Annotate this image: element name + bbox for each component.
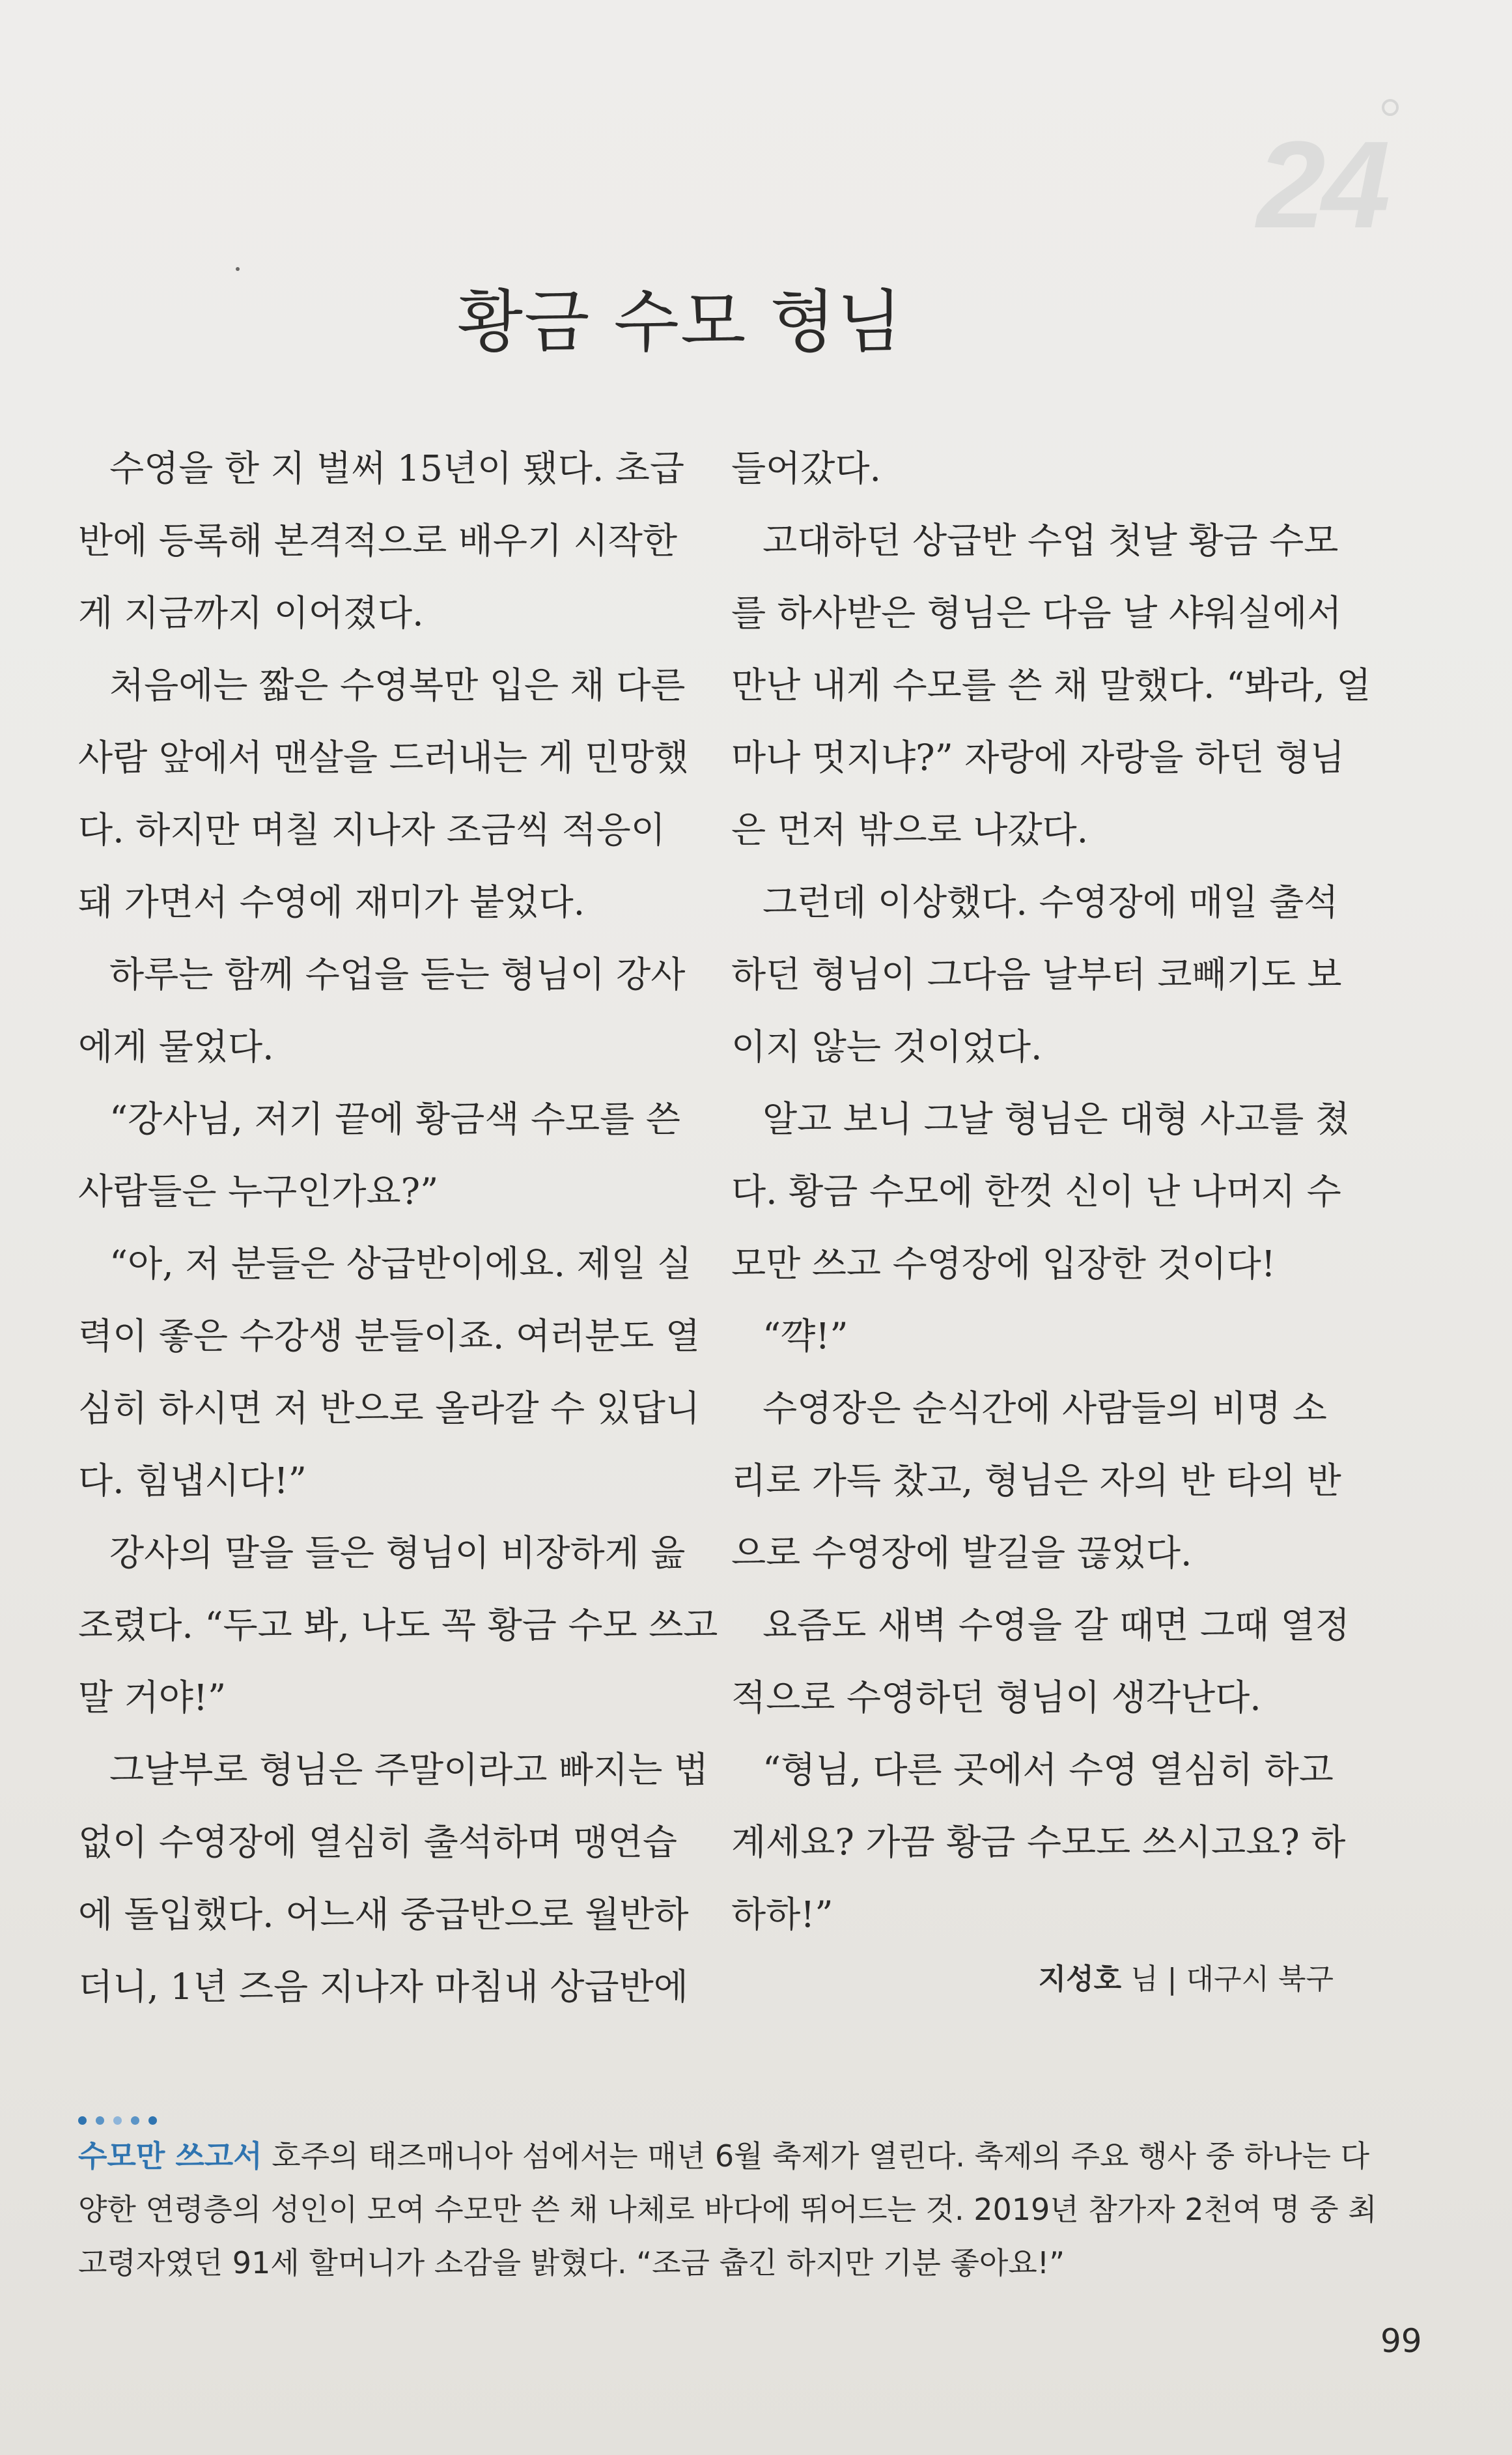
text-line: “꺅!” [763, 1315, 848, 1357]
dot-icon [96, 2116, 104, 2125]
text-line: 조렸다. “두고 봐, 나도 꼭 황금 수모 쓰고 [78, 1604, 718, 1646]
text-column-right [731, 433, 1371, 2006]
footnote-line-3: 고령자였던 91세 할머니가 소감을 밝혔다. “조금 춥긴 하지만 기분 좋아요!” [78, 2245, 1065, 2280]
dot-icon [78, 2116, 87, 2125]
page-title: 황금 수모 형님 [457, 281, 904, 362]
footnote-text-1: 호주의 태즈매니아 섬에서는 매년 6월 축제가 열린다. 축제의 주요 행사 중 하나는 다 [272, 2138, 1370, 2174]
text-line: 말 거야!” [78, 1677, 227, 1718]
text-line: 하루는 함께 수업을 듣는 형님이 강사 [109, 954, 686, 995]
text-line: 알고 보니 그날 형님은 대형 사고를 쳤 [763, 1098, 1350, 1140]
text-line: 사람 앞에서 맨살을 드러내는 게 민망했 [78, 737, 689, 778]
page-number: 99 [1380, 2322, 1422, 2360]
text-line: 은 먼저 밖으로 나갔다. [731, 809, 1089, 851]
text-line: 없이 수영장에 열심히 출석하며 맹연습 [78, 1821, 678, 1863]
text-line: 만난 내게 수모를 쓴 채 말했다. “봐라, 얼 [731, 664, 1371, 706]
text-line: 다. 하지만 며칠 지나자 조금씩 적응이 [78, 809, 665, 851]
text-line: 강사의 말을 들은 형님이 비장하게 읊 [109, 1532, 686, 1574]
footnote-line-1 [78, 2129, 1370, 2183]
text-line: 사람들은 누구인가요?” [78, 1171, 439, 1212]
text-line: 를 하사받은 형님은 다음 날 샤워실에서 [731, 592, 1342, 634]
author-location: 대구시 북구 [1186, 1963, 1334, 1996]
text-line: 적으로 수영하던 형님이 생각난다. [731, 1677, 1261, 1718]
text-line: 모만 쓰고 수영장에 입장한 것이다! [731, 1243, 1276, 1284]
text-line: 이지 않는 것이었다. [731, 1026, 1043, 1068]
footnote-box [78, 2114, 1377, 2290]
text-line: 반에 등록해 본격적으로 배우기 시작한 [78, 520, 678, 561]
author-signature [731, 1953, 1334, 2006]
text-line: 들어갔다. [731, 447, 882, 489]
text-line: 요즘도 새벽 수영을 갈 때면 그때 열정 [763, 1604, 1350, 1646]
text-line: 고대하던 상급반 수업 첫날 황금 수모 [763, 520, 1339, 561]
right-column-lines [731, 433, 1371, 1951]
text-line: 에 돌입했다. 어느새 중급반으로 월반하 [78, 1894, 689, 1935]
footnote-line-2: 양한 연령층의 성인이 모여 수모만 쓴 채 나체로 바다에 뛰어드는 것. 2019년 참가자 2천여 명 중 최 [78, 2192, 1377, 2227]
text-line: 그날부로 형님은 주말이라고 빠지는 법 [109, 1749, 709, 1791]
text-line: 하하!” [731, 1894, 833, 1935]
author-honorific: 님 [1130, 1963, 1158, 1996]
text-line: 그런데 이상했다. 수영장에 매일 출석 [763, 881, 1339, 923]
text-line: 다. 황금 수모에 한껏 신이 난 나머지 수 [731, 1171, 1341, 1212]
text-line: “아, 저 분들은 상급반이에요. 제일 실 [109, 1243, 692, 1284]
text-line: 에게 물었다. [78, 1026, 274, 1068]
text-line: 하던 형님이 그다음 날부터 코빼기도 보 [731, 954, 1342, 995]
text-line: 력이 좋은 수강생 분들이죠. 여러분도 열 [78, 1315, 700, 1357]
text-line: 심히 하시면 저 반으로 올라갈 수 있답니 [78, 1387, 700, 1429]
text-line: 계세요? 가끔 황금 수모도 쓰시고요? 하 [731, 1821, 1346, 1863]
text-line: 돼 가면서 수영에 재미가 붙었다. [78, 881, 585, 923]
signature-separator: | [1167, 1963, 1177, 1996]
text-line: 마나 멋지냐?” 자랑에 자랑을 하던 형님 [731, 737, 1345, 778]
chapter-number: 24 [1257, 116, 1387, 254]
text-line: 리로 가득 찼고, 형님은 자의 반 타의 반 [731, 1460, 1341, 1501]
dot-icon [113, 2116, 122, 2125]
text-line: 다. 힘냅시다!” [78, 1460, 307, 1501]
text-line: 수영을 한 지 벌써 15년이 됐다. 초급 [109, 447, 685, 489]
dot-icon [131, 2116, 139, 2125]
text-line: “형님, 다른 곳에서 수영 열심히 하고 [763, 1749, 1334, 1791]
text-column-left [78, 433, 718, 2023]
text-line: “강사님, 저기 끝에 황금색 수모를 쓴 [109, 1098, 680, 1140]
text-line: 더니, 1년 즈음 지나자 마침내 상급반에 [78, 1966, 688, 2008]
dot-icon [148, 2116, 157, 2125]
footnote-dots-ornament [78, 2114, 1354, 2127]
text-line: 으로 수영장에 발길을 끊었다. [731, 1532, 1192, 1574]
text-line: 수영장은 순식간에 사람들의 비명 소 [763, 1387, 1327, 1429]
text-line: 게 지금까지 이어졌다. [78, 592, 424, 634]
footnote-label: 수모만 쓰고서 [78, 2138, 262, 2174]
text-line: 처음에는 짧은 수영복만 입은 채 다른 [109, 664, 686, 706]
author-name: 지성호 [1038, 1963, 1122, 1996]
